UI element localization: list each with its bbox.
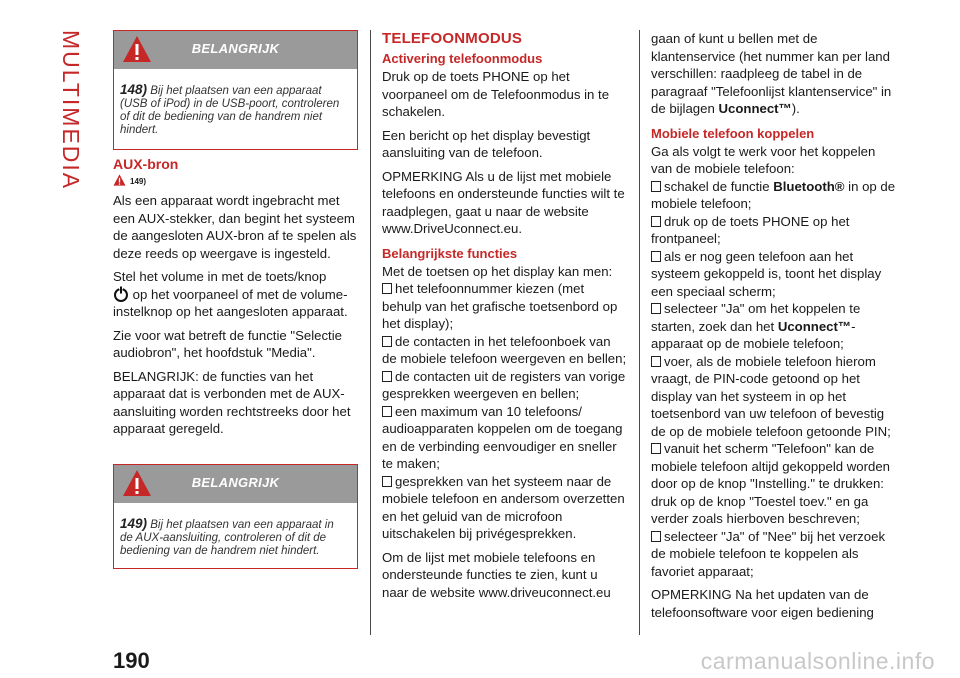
important-body: Bij het plaatsen van een apparaat (USB of iPod) in de USB-poort, controleren of dit de bediening van de handrem niet hindert. [120,85,340,136]
pair-steps [651,178,899,581]
list-item: voer, als de mobiele telefoon hierom vraagt, de PIN-code getoond op het display van het systeem in op het toetsenbord van uw telefoon of bevestig de op de mobiele telefoon getoonde PIN; [651,353,891,439]
checkbox-icon [651,181,661,192]
aux-paragraph-1: Als een apparaat wordt ingebracht met een AUX-stekker, dan begint het systeem de aangesloten AUX-bron af te spelen als deze reeds op weergave is ingesteld. [113,193,357,261]
note-number: 149) [120,515,148,531]
checkbox-icon [651,216,661,227]
list-item: vanuit het scherm "Telefoon" kan de mobiele telefoon altijd gekoppeld worden door op de knop "Instelling." te drukken: druk op de knop "Toestel toev." en ga verder zoals hierboven beschreven; [651,441,891,526]
list-item: schakel de functie Bluetooth® in op de mobiele telefoon; [651,178,896,211]
aux-p2-text: Stel het volume in met de toets/knop [113,269,327,284]
list-item: het telefoonnummer kiezen (met behulp van het grafische toetsenbord op het display); [382,281,618,331]
column-divider-2 [639,30,640,635]
checkbox-icon [382,406,392,417]
important-title: BELANGRIJK [191,41,280,56]
activation-title: Activering telefoonmodus [382,51,543,66]
important-header-1 [114,31,357,69]
aux-paragraph-4: BELANGRIJK: de functies van het apparaat dat is verbonden met de AUX-aansluiting worden rechtstreeks door het apparaat geregeld. [113,368,351,436]
checkbox-icon [382,371,392,382]
list-item: de contacten uit de registers van vorige gesprekken weergeven en bellen; [382,368,626,401]
warning-icon [113,174,126,186]
note-ref: 149) [130,177,147,186]
important-text-1 [114,69,357,149]
important-title: BELANGRIJK [191,474,280,490]
aux-p2-cont: op het voorpaneel of met de volume-instelknop op het aangesloten apparaat. [113,286,348,319]
confirm-text: Een bericht op het display bevestigt aansluiting van de telefoon. [382,127,591,160]
note-1: OPMERKING Als u de lijst met mobiele telefoons en ondersteunde functies wilt te raadplegen, gaat u naar de website www.DriveUconnect.eu. [382,168,625,236]
checkbox-icon [651,303,661,314]
note-2: OPMERKING Na het updaten van de telefoonsoftware voor eigen bediening [651,587,874,620]
phone-mode-title: TELEFOONMODUS [382,30,523,47]
list-item: gesprekken van het systeem naar de mobiele telefoon en andersom overzetten en het geluid van de microfoon uitschakelen bij privégesprekken. [382,473,625,541]
activation-text: Druk op de toets PHONE op het voorpaneel om de Telefoonmodus in te schakelen. [382,69,610,119]
functions-list [382,280,627,543]
aux-title: AUX-bron [113,156,179,172]
important-header-2 [114,465,357,503]
aux-paragraph-2 [113,268,358,321]
functions-intro: Met de toetsen op het display kan men: [382,263,613,279]
column-2 [382,30,627,607]
checkbox-icon [382,476,392,487]
checkbox-icon [651,356,661,367]
list-text: Om de lijst met mobiele telefoons en ondersteunde functies te zien, kunt u naar de website www.driveuconnect.eu [382,549,611,600]
column-3 [651,30,899,627]
checkbox-icon [651,531,661,542]
important-body: Bij het plaatsen van een apparaat in de AUX-aansluiting, controleren of dit de bediening van de handrem niet hindert. [120,518,334,557]
important-text-2 [114,503,357,568]
list-item: als er nog geen telefoon aan het systeem gekoppeld is, toont het display een speciaal scherm; [651,248,882,299]
column-divider-1 [370,30,371,635]
page-number: 190 [113,648,150,673]
important-box-2 [113,464,358,569]
functions-title: Belangrijkste functies [382,245,518,261]
list-item: druk op de toets PHONE op het frontpaneel; [651,213,850,246]
side-tab-label: MULTIMEDIA [58,30,84,191]
note-number: 148) [120,82,148,97]
list-item: selecteer "Ja" of "Nee" bij het verzoek de mobiele telefoon te koppelen als favoriet apparaat; [651,528,886,579]
list-item: selecteer "Ja" om het koppelen te starten, zoek dan het Uconnect™-apparaat op de mobiele telefoon; [651,301,861,351]
checkbox-icon [382,283,392,294]
pair-intro: Ga als volgt te werk voor het koppelen van de mobiele telefoon: [651,143,876,176]
important-box-1 [113,30,358,150]
power-knob-icon [113,286,129,302]
pair-title: Mobiele telefoon koppelen [651,125,815,141]
checkbox-icon [382,336,392,347]
checkbox-icon [651,251,661,262]
checkbox-icon [651,443,661,454]
aux-paragraph-3: Zie voor wat betreft de functie "Selectie audiobron", het hoofdstuk "Media". [113,327,342,360]
continued-text: gaan of kunt u bellen met de klantenservice (het nummer kan per land verschillen: raadpleeg de tabel in de paragraaf "Telefoonlijst klantenservice" in de bijlagen Uconnect™). [651,31,892,116]
list-item: een maximum van 10 telefoons/ audioapparaten koppelen om de toegang en de verbinding eenvoudiger en sneller te maken; [382,403,623,471]
list-item: de contacten in het telefoonboek van de mobiele telefoon weergeven en bellen; [382,333,627,366]
aux-warning-ref [113,174,358,186]
column-1 [113,30,358,569]
watermark: carmanualsonline.info [700,648,935,674]
